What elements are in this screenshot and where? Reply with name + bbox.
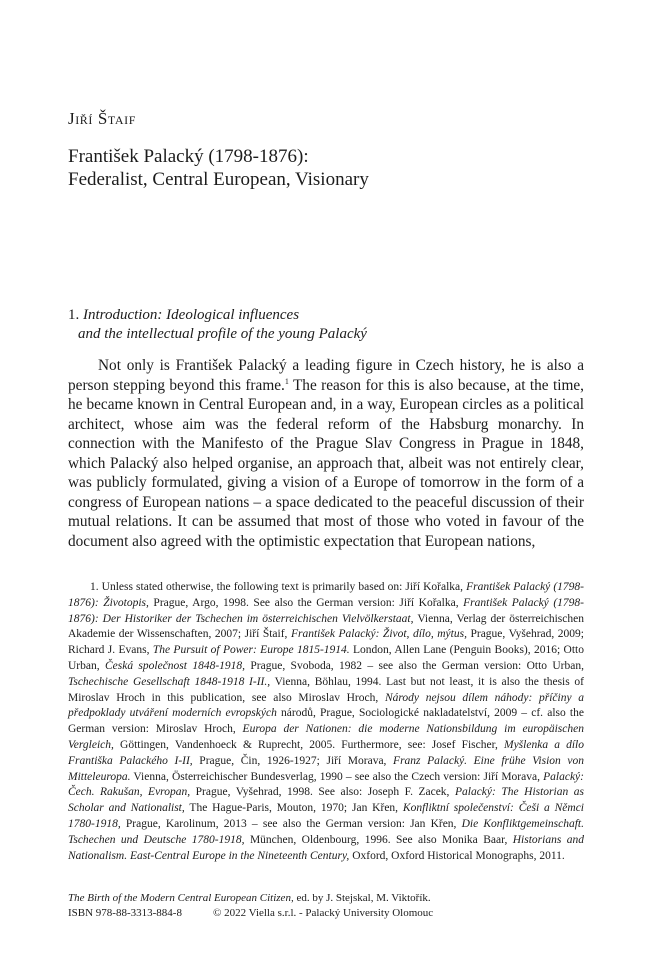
footnote-text: národů, Prague, Sociologické nakladatelství, 2009 – cf. also the German version: Miroslav Hroch,: [68, 707, 584, 736]
chapter-title-line-2: Federalist, Central European, Visionary: [68, 169, 369, 190]
footnote-text: Prague, Vyšehrad, 2009; Richard J. Evans,: [68, 628, 584, 657]
chapter-title: [68, 145, 369, 191]
footnote-text: Vienna, Österreichischer Bundesverlag, 1990 – see also the Czech version: Jiří Morava,: [130, 770, 544, 783]
footnote-citation-title: Historians and Nationalism. East-Central Europe in the Nineteenth Century,: [68, 833, 584, 862]
imprint-book-title: The Birth of the Modern Central European Citizen,: [68, 892, 294, 904]
footnote-citation-title: The Pursuit of Power: Europe 1815-1914.: [152, 644, 350, 657]
footnote-citation-title: František Palacký (1798-1876): Der Historiker der Tschechen im österreichischen Vielvölkerstaat,: [68, 596, 584, 625]
author-name: Jiří Štaif: [68, 109, 137, 128]
footnote-citation-title: Konfliktní společenství: Češi a Němci 1780-1918,: [68, 802, 584, 830]
chapter-title-line-1: František Palacký (1798-1876):: [68, 146, 309, 167]
footnote-text: Prague, Čin, 1926-1927; Jiří Morava,: [192, 754, 394, 767]
footnote-text: Prague, Karolinum, 2013 – see also the German version: Jan Křen,: [120, 817, 462, 830]
section-title-line-2: and the intellectual profile of the young Palacký: [78, 326, 367, 342]
footnote-text: London, Allen Lane (Penguin Books), 2016; Otto Urban,: [68, 644, 584, 672]
body-text-part-1: Not only is František Palacký a leading figure in Czech history, he is also a person stepping beyond this frame.: [68, 357, 584, 394]
footnote-reference[interactable]: 1: [284, 376, 289, 386]
footnote-citation-title: Národy nejsou dílem náhody: příčiny a předpoklady utváření moderních evropských: [68, 691, 585, 720]
footnote-text: Göttingen, Vandenhoeck & Ruprecht, 2005. Furthermore, see: Josef Fischer,: [113, 738, 504, 751]
footnote-citation-title: Tschechische Gesellschaft 1848-1918 I-II.,: [68, 675, 271, 688]
footnote-text: Prague, Argo, 1998. See also the German version: Jiří Kořalka,: [148, 596, 464, 609]
footnote-citation-title: Die Konfliktgemeinschaft. Tschechen und Deutsche 1780-1918,: [68, 817, 584, 846]
footnote-text: Prague, Vyšehrad, 1998. See also: Joseph F. Zacek,: [190, 786, 455, 799]
footnote-text: Oxford, Oxford Historical Monographs, 2011.: [349, 849, 565, 862]
footnote-citation-title: Europa der Nationen: die moderne Nationsbildung im europäischen Vergleich,: [68, 723, 584, 751]
body-paragraph: [68, 356, 584, 551]
footnote-text: 1. Unless stated otherwise, the following text is primarily based on: Jiří Kořalka,: [90, 581, 467, 593]
footnote-citation-title: Česká společnost 1848-1918,: [104, 659, 246, 672]
footnote-text: Prague, Svoboda, 1982 – see also the German version: Otto Urban,: [245, 659, 584, 672]
footnote-citation-title: František Palacký: Život, dílo, mýtus,: [290, 628, 467, 641]
section-heading: [68, 306, 367, 344]
footnote-text: München, Oldenbourg, 1996. See also Monika Baar,: [244, 833, 513, 846]
footnote-text: The Hague-Paris, Mouton, 1970; Jan Křen,: [184, 802, 403, 815]
imprint-editors: ed. by J. Stejskal, M. Viktořík.: [293, 892, 431, 904]
footnote-citation-title: František Palacký (1798-1876): Životopis,: [68, 581, 584, 609]
imprint-isbn: ISBN 978-88-3313-884-8: [68, 907, 182, 919]
footnote-citation-title: Myšlenka a dílo Františka Palackého I-II,: [68, 738, 585, 767]
footnote-1: [68, 580, 584, 864]
footnote-citation-title: Palacký: Čech. Rakušan, Evropan,: [68, 770, 584, 799]
body-text-part-2: The reason for this is also because, at the time, he became known in Central European and, in a way, European circles as a political architect, whose aim was the federal reform of the Habsburg monarchy. In connection with the Manifesto of the Prague Slav Congress in Prague in 1848, which Palacký also helped organise, an approach that, albeit was not entirely clear, was publicly formulated, giving a vision of a Europe of tomorrow in the form of a congress of European nations – a space dedicated to the peaceful discussion of their mutual relations. It can be assumed that most of those who voted in favour of the document also agreed with the optimistic expectation that European nations,: [68, 376, 584, 550]
imprint: [68, 891, 433, 921]
imprint-book-line: [68, 891, 433, 906]
footnote-citation-title: Franz Palacký. Eine frühe Vision von Mitteleuropa.: [68, 754, 584, 783]
imprint-isbn-line: [68, 906, 433, 921]
section-number: 1.: [68, 307, 80, 323]
footnote-text: Vienna, Verlag der österreichischen Akademie der Wissenschaften, 2007; Jiří Štaif,: [68, 612, 584, 641]
section-title-line-1: Introduction: Ideological influences: [83, 307, 300, 323]
footnote-citation-title: Palacký: The Historian as Scholar and Nationalist,: [68, 786, 584, 815]
imprint-copyright: © 2022 Viella s.r.l. - Palacký University Olomouc: [213, 907, 434, 919]
footnote-text: Vienna, Böhlau, 1994. Last but not least, it is also the thesis of Miroslav Hroch in this publication, see also Miroslav Hroch,: [68, 675, 584, 704]
